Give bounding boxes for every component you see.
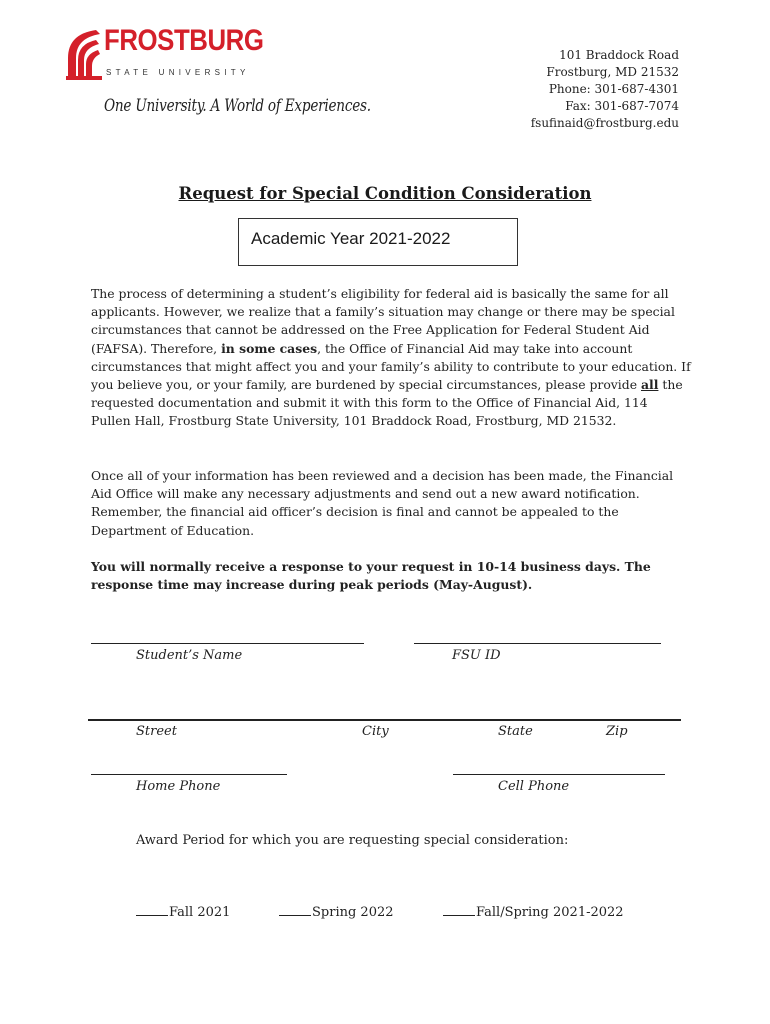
street-label: Street bbox=[136, 724, 177, 739]
office-address bbox=[531, 47, 679, 132]
spring-blank[interactable] bbox=[279, 905, 311, 916]
fall-label: Fall 2021 bbox=[169, 905, 231, 920]
fall-spring-label: Fall/Spring 2021-2022 bbox=[476, 905, 624, 920]
intro-paragraph bbox=[91, 285, 691, 431]
award-option-spring[interactable] bbox=[279, 905, 394, 920]
address-email: fsufinaid@frostburg.edu bbox=[530, 116, 679, 130]
award-option-fall[interactable] bbox=[136, 905, 230, 920]
university-name: FROSTBURG bbox=[104, 24, 264, 57]
student-name-label: Student’s Name bbox=[136, 648, 243, 663]
home-phone-label: Home Phone bbox=[136, 779, 221, 794]
student-name-line[interactable] bbox=[91, 643, 364, 644]
city-label: City bbox=[362, 724, 389, 739]
zip-label: Zip bbox=[606, 724, 628, 739]
review-paragraph: Once all of your information has been reviewed and a decision has been made, the Financial Aid Office will make any necessary adjustments and send out a new award notification. Remember, the financial aid officer’s decision is final and cannot be appealed to the Department of Education. bbox=[91, 468, 674, 538]
intro-emphasis: in some cases bbox=[221, 340, 318, 356]
academic-year: Academic Year 2021-2022 bbox=[251, 229, 451, 248]
university-tagline: One University. A World of Experiences. bbox=[104, 96, 371, 116]
fsu-id-label: FSU ID bbox=[452, 648, 501, 663]
intro-text-2: , the Office of Financial Aid may take into account circumstances that might affect you and your family’s ability to contribute to your education. If you believe you, or your family, are burdened by special circumstances, please provide bbox=[91, 340, 691, 393]
cell-phone-line[interactable] bbox=[453, 774, 665, 775]
university-logo-icon bbox=[66, 28, 102, 80]
address-phone: Phone: 301-687-4301 bbox=[548, 82, 679, 96]
intro-text-3: the requested documentation and submit it with this form to the Office of Financial Aid, 114 Pullen Hall, Frostburg State University, 101 Braddock Road, Frostburg, MD 21532. bbox=[91, 377, 683, 429]
award-option-fall-spring[interactable] bbox=[443, 905, 624, 920]
intro-underlined: all bbox=[640, 377, 659, 393]
academic-year-box bbox=[238, 218, 518, 266]
award-period-prompt: Award Period for which you are requesting special consideration: bbox=[136, 833, 569, 848]
intro-text-1: The process of determining a student’s eligibility for federal aid is basically the same for all applicants. However, we realize that a family’s situation may change or there may be special circumstances that cannot be addressed on the Free Application for Federal Student Aid (FAFSA). Therefore, bbox=[91, 286, 675, 356]
address-line[interactable] bbox=[88, 719, 681, 721]
fall-spring-blank[interactable] bbox=[443, 905, 475, 916]
fall-blank[interactable] bbox=[136, 905, 168, 916]
address-fax: Fax: 301-687-7074 bbox=[565, 99, 679, 113]
cell-phone-label: Cell Phone bbox=[498, 779, 570, 794]
spring-label: Spring 2022 bbox=[312, 905, 394, 920]
home-phone-line[interactable] bbox=[91, 774, 287, 775]
university-subtitle: STATE UNIVERSITY bbox=[106, 68, 250, 77]
fsu-id-line[interactable] bbox=[414, 643, 661, 644]
state-label: State bbox=[498, 724, 533, 739]
address-street: 101 Braddock Road bbox=[559, 48, 679, 62]
page-title: Request for Special Condition Consideration bbox=[178, 184, 592, 203]
response-time-paragraph: You will normally receive a response to your request in 10-14 business days. The response time may increase during peak periods (May-August). bbox=[91, 559, 651, 593]
address-city: Frostburg, MD 21532 bbox=[546, 65, 679, 79]
